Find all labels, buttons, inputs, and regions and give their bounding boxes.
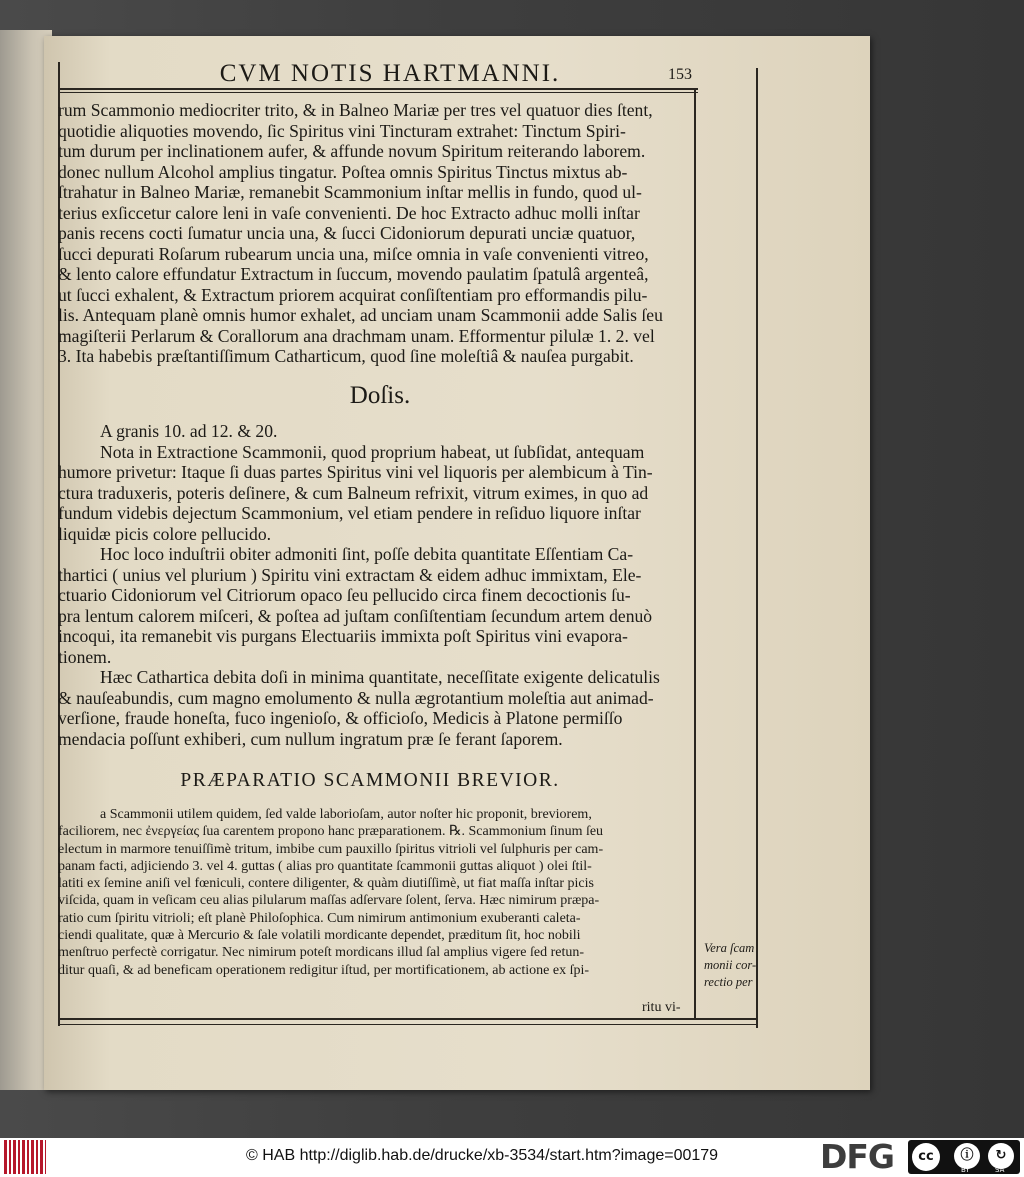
text-line: rectio per <box>704 975 753 989</box>
text-line: fundum videbis dejectum Scammonium, vel etiam pendere in reſiduo liquore inſtar <box>58 503 641 523</box>
text-line: tionem. <box>58 646 112 667</box>
catchword: ritu vi- <box>642 1000 681 1015</box>
text-line: ciendi qualitate, quæ à Mercurio & ſale volatili mordicante dependet, præditum ſit, hoc nobili <box>58 928 581 944</box>
text-line: Hoc loco induſtrii obiter admoniti ſint, poſſe debita quantitate Eſſentiam Ca- <box>100 544 634 564</box>
paragraph-main <box>58 100 694 367</box>
frame-rule-right <box>694 88 696 1018</box>
attribution-icon: ⓘ <box>954 1143 980 1169</box>
text-line: ditur quaſi, & ad beneficam operationem redigitur iſtud, per mortificationem, ab actione ex ſpi- <box>58 962 590 978</box>
text-line: humore privetur: Itaque ſi duas partes Spiritus vini vel liquoris per alembicum à Tin- <box>58 462 653 482</box>
cc-license-badge[interactable] <box>908 1140 1020 1174</box>
text-line: & nauſeabundis, cum magno emolumento & nulla ægrotantium moleſtia aut animad- <box>58 687 654 708</box>
frame-rule-bottom <box>58 1018 758 1020</box>
text-line: liquidæ picis colore pellucido. <box>58 523 272 544</box>
text-line: incoqui, ita remanebit vis purgans Electuariis immixta poſt Spiritus vini evapora- <box>58 626 628 646</box>
hab-logo-icon <box>4 1140 46 1174</box>
dfg-logo: DFG <box>820 1137 895 1176</box>
text-line: & lento calore effundatur Extractum in ſuccum, movendo paulatim ſpatulâ argenteâ, <box>58 264 649 284</box>
text-line: Vera ſcam <box>704 941 755 955</box>
sa-label: SA <box>995 1166 1005 1174</box>
frame-rule-margin <box>756 68 758 1028</box>
text-line: Hæc Cathartica debita doſi in minima quantitate, neceſſitate exigente delicatulis <box>100 667 660 687</box>
text-line: viſcida, quam in veſicam ceu alias pilularum maſſas adſervare ſolent, ſerva. Hæc nimirum præpa- <box>58 893 600 909</box>
running-head: CVM NOTIS HARTMANNI. <box>219 60 561 87</box>
text-line: quotidie aliquoties movendo, ſic Spiritus vini Tincturam extrahet: Tinctum Spiri- <box>58 120 626 141</box>
text-line: panis recens cocti ſumatur uncia una, & ſucci Cidoniorum depurati unciæ quatuor, <box>58 223 636 243</box>
text-line: ut ſucci exhalent, & Extractum priorem acquirat conſiſtentiam pro efformandis pilu- <box>58 284 648 305</box>
cc-icon: cc <box>912 1143 940 1171</box>
text-line: faciliorem, nec ἐνεργείας ſua carentem propono hanc præparationem. ℞. Scammonium ſinum ſeu <box>58 824 604 840</box>
footer-bar <box>0 1138 1024 1177</box>
text-line: ctuario Cidoniorum vel Citriorum opaco ſeu pellucido circa finem decoctionis ſu- <box>58 585 631 605</box>
frame-rule-top <box>58 88 698 90</box>
text-line: terius exſiccetur calore leni in vaſe convenienti. De hoc Extracto adhuc molli inſtar <box>58 202 640 223</box>
text-line: mendacia poſſunt exhiberi, cum nullum ingratum præ ſe ferant ſaporem. <box>58 728 563 749</box>
frame-rule-top-inner <box>58 92 698 93</box>
text-line: 3. Ita habebis præſtantiſſimum Catharticum, quod ſine moleſtiâ & nauſea purgabit. <box>58 346 634 366</box>
heading-dosis: Doſis. <box>349 382 411 409</box>
share-alike-icon: ↻ <box>988 1143 1014 1169</box>
margin-note <box>704 940 762 991</box>
page-number: 153 <box>668 66 692 83</box>
text-line: menſtruo perfectè corrigatur. Nec nimirum poteſt mordicans illud ſal amplius vigere ſed retun- <box>58 945 584 961</box>
text-line: latiti ex ſemine aniſi vel fœniculi, contere diligenter, & quàm diutiſſimè, ut fiat maſſa inſtar picis <box>58 876 594 892</box>
text-line: electum in marmore tenuiſſimè tritum, imbibe cum pauxillo ſpiritus vitrioli vel ſulphuris per cam- <box>58 841 604 857</box>
text-line: ratio cum ſpiritu vitrioli; eſt planè Philoſophica. Cum nimirum antimonium exuberanti caleta- <box>58 910 581 926</box>
text-line: tum durum per inclinationem aufer, & affunde novum Spiritum reiterando laborem. <box>58 141 646 161</box>
footer-citation[interactable]: © HAB http://diglib.hab.de/drucke/xb-3534/start.htm?image=00179 <box>246 1147 719 1164</box>
text-line: verſione, fraude honeſta, fuco ingenioſo, & officioſo, Medicis à Platone permiſſo <box>58 708 623 728</box>
text-line: thartici ( unius vel plurium ) Spiritu vini extractam & eidem adhuc immixtam, Ele- <box>58 564 642 585</box>
frame-rule-bottom-inner <box>58 1024 758 1025</box>
paragraph-dosis <box>58 421 694 749</box>
text-line: donec nullum Alcohol amplius tingatur. Poſtea omnis Spiritus Tinctus mixtus ab- <box>58 161 628 182</box>
text-line: ſtrahatur in Balneo Mariæ, remanebit Scammonium inſtar mellis in fundo, quod ul- <box>58 182 642 202</box>
heading-praeparatio: PRÆPARATIO SCAMMONII BREVIOR. <box>180 770 560 791</box>
text-line: magiſterii Perlarum & Corallorum ana drachmam unam. Efformentur pilulæ 1. 2. vel <box>58 325 655 346</box>
text-line: ſucci depurati Roſarum rubearum uncia una, miſce omnia in vaſe convenienti vitreo, <box>58 243 649 264</box>
text-line: A granis 10. ad 12. & 20. <box>100 421 278 441</box>
text-line: rum Scammonio mediocriter trito, & in Balneo Mariæ per tres vel quatuor dies ſtent, <box>58 100 653 120</box>
text-line: ctura traduxeris, poteris deſinere, & cum Balneum refrixit, vitrum eximes, in quo ad <box>58 482 649 503</box>
by-label: BY <box>961 1166 970 1174</box>
text-line: panam facti, adjiciendo 3. vel 4. guttas ( alias pro quantitate ſcammonii guttas aliquot ) olei ſtil- <box>58 858 592 874</box>
text-line: a Scammonii utilem quidem, ſed valde laborioſam, autor noſter hic proponit, breviorem, <box>100 807 592 822</box>
text-line: monii cor- <box>704 958 757 972</box>
text-line: lis. Antequam planè omnis humor exhalet, ad unciam unam Scammonii adde Salis ſeu <box>58 305 663 325</box>
text-line: pra lentum calorem miſceri, & poſtea ad juſtam conſiſtentiam ſecundum artem denuò <box>58 605 653 626</box>
text-line: Nota in Extractione Scammonii, quod proprium habeat, ut ſubſidat, antequam <box>100 441 645 462</box>
paragraph-annotation <box>58 806 694 979</box>
